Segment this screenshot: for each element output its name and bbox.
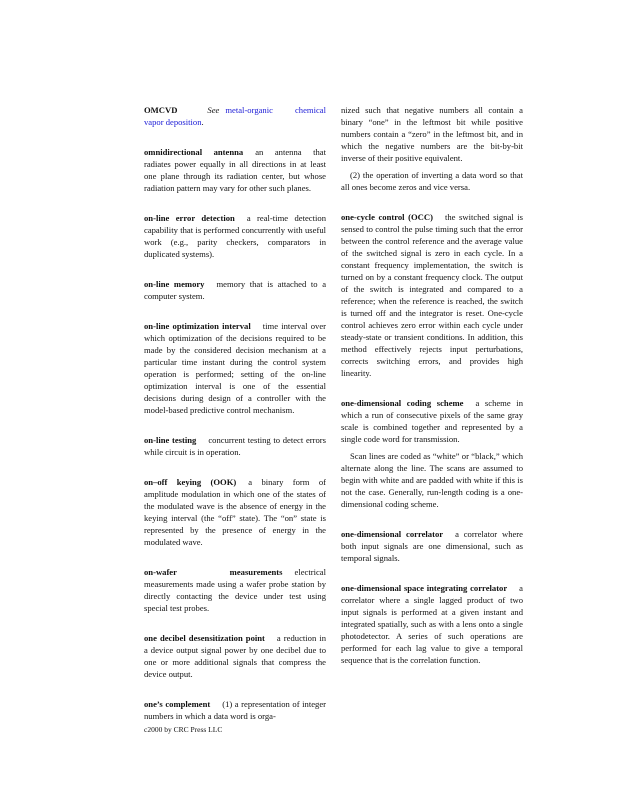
- entry: [144, 278, 326, 302]
- definition: a scheme in which a run of consecutive pixels of the same gray scale is combined together and represented by a single code word for transmission.: [341, 398, 523, 444]
- term: on-line memory: [144, 279, 205, 289]
- entry: [341, 211, 523, 379]
- definition: a correlator where a single lagged product of two input signals is performed at a given instant and integrated spatially, such as with a lens onto a single photodetector. A series of such operations are performed for each lag value to give a temporal sequence that is the correlation function.: [341, 583, 523, 665]
- term: on–off keying (OOK): [144, 477, 237, 487]
- entry: [144, 146, 326, 194]
- definition: electrical measurements made using a wafer probe station by directly contacting the device under test using special test probes.: [144, 567, 326, 613]
- definition: a real-time detection capability that is performed concurrently with useful work (e.g., parity checkers, comparators in duplicated systems).: [144, 213, 326, 259]
- cross-reference-link[interactable]: metal-organic chemical vapor deposition: [144, 105, 326, 127]
- definition: (1) a representation of integer numbers in which a data word is orga-: [144, 699, 327, 721]
- definition: an antenna that radiates power equally in all directions in at least one plane through its radiation center, but whose radiation pattern may vary for other such planes.: [144, 147, 326, 193]
- term: on-line testing: [144, 435, 197, 445]
- definition-paragraph: Scan lines are coded as “white” or “black,” which alternate along the line. The scans are assumed to begin with white and are padded with white if this is not the case. Generally, run-length coding is a one-dimensional coding scheme.: [341, 451, 523, 509]
- entry: [144, 632, 326, 680]
- term: omnidirectional antenna: [144, 147, 244, 157]
- term: OMCVD: [144, 105, 178, 115]
- definition: memory that is attached to a computer system.: [144, 279, 327, 301]
- continuation-text: (2) the operation of inverting a data word so that all ones become zeros and vice versa.: [341, 170, 523, 192]
- entry-omcvd: [144, 104, 326, 128]
- term: on-line optimization interval: [144, 321, 251, 331]
- right-column: [341, 104, 523, 684]
- entry: [341, 397, 523, 510]
- term: one-dimensional space integrating correlator: [341, 583, 508, 593]
- left-column: [144, 104, 326, 740]
- entry: [144, 566, 326, 614]
- entry: [341, 528, 523, 564]
- continuation-text: nized such that negative numbers all contain a binary “one” in the leftmost bit while positive numbers contain a “zero” in the leftmost bit, and in which the negative numbers are the bit-by-bit inverse of their positive equivalent.: [341, 105, 523, 163]
- entry: [144, 320, 326, 416]
- copyright-footer: c2000 by CRC Press LLC: [144, 725, 223, 734]
- entry: [144, 212, 326, 260]
- term: on-line error detection: [144, 213, 235, 223]
- definition: time interval over which optimization of the decisions required to be made by the considered decision mechanism at a particular time instant during the control system operation is performed; setting of the on-line optimization interval is one of the essential decisions during design of a controller with the model-based predictive control mechanism.: [144, 321, 326, 415]
- definition: the switched signal is sensed to control the pulse timing such that the error between the control reference and the average value of the switched signal is zero in each cycle. In a constant frequency implementation, the switch is turned on by a constant frequency clock. The output of the switch is integrated and compared to a reference; when the reference is reached, the switch is turned off and the integrator is reset. One-cycle control achieves zero error within each cycle under steady-state or transient conditions. In addition, this method effectively rejects input perturbations, corrects switching errors, and provides high linearity.: [341, 212, 523, 378]
- term: one’s complement: [144, 699, 211, 709]
- term: one-dimensional correlator: [341, 529, 444, 539]
- entry: [144, 434, 326, 458]
- definition: a binary form of amplitude modulation in which one of the states of the modulated wave is the absence of energy in the keying interval (the “off” state). The “on” state is represented by the presence of energy in the modulated wave.: [144, 477, 326, 547]
- punctuation: .: [201, 117, 204, 127]
- see-label: See: [207, 105, 220, 115]
- term: on-wafer measurements: [144, 567, 283, 577]
- term: one decibel desensitization point: [144, 633, 265, 643]
- entry: [144, 698, 326, 722]
- term: one-dimensional coding scheme: [341, 398, 464, 408]
- entry-continuation: [341, 104, 523, 193]
- definition: a reduction in a device output signal power by one decibel due to one or more additional signals that compress the device output.: [144, 633, 327, 679]
- entry: [341, 582, 523, 666]
- term: one-cycle control (OCC): [341, 212, 433, 222]
- definition: concurrent testing to detect errors while circuit is in operation.: [144, 435, 326, 457]
- definition: a correlator where both input signals are one dimensional, such as temporal signals.: [341, 529, 523, 563]
- entry: [144, 476, 326, 548]
